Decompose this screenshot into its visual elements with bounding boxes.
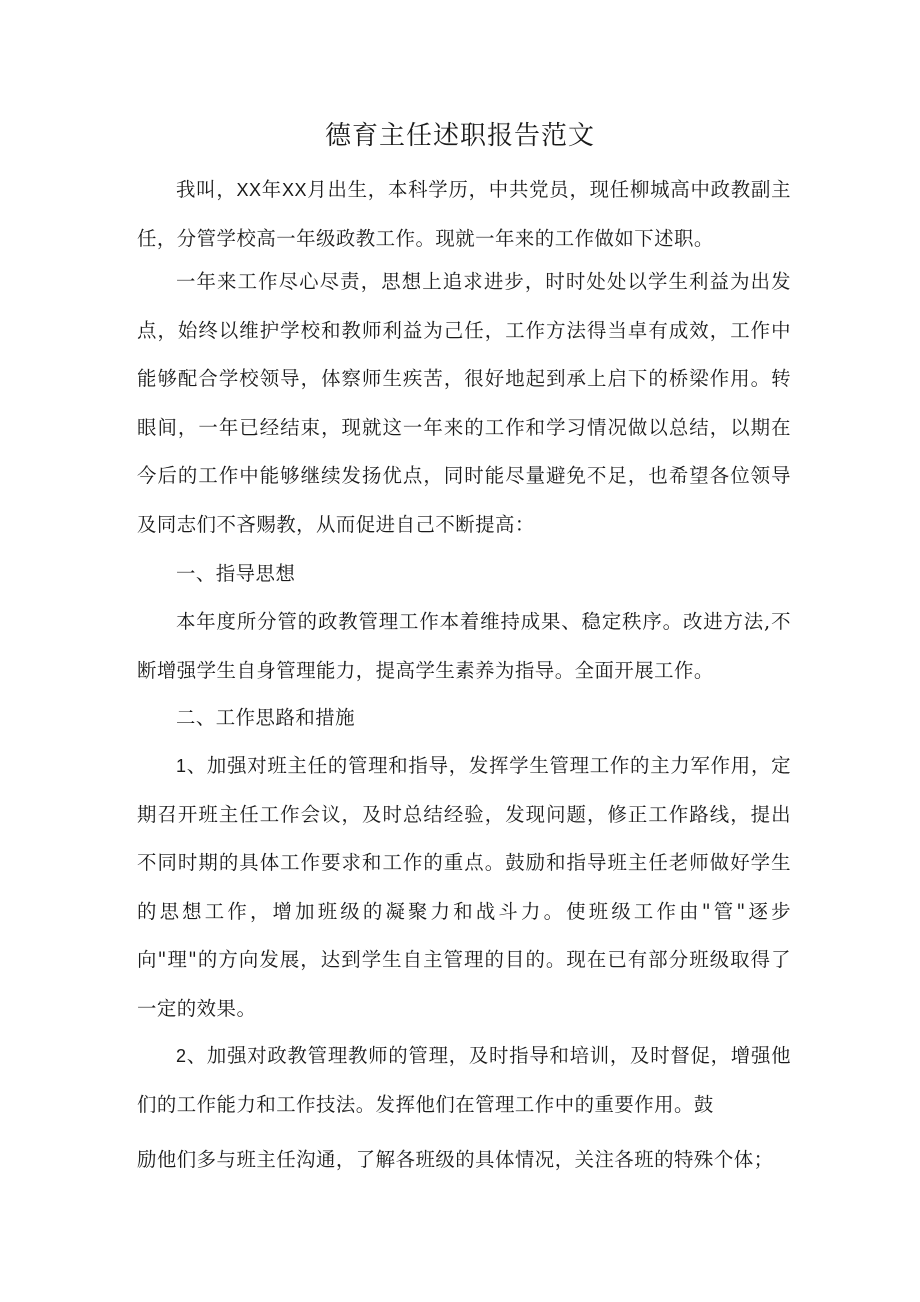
intro-text-a: 我叫，: [176, 178, 237, 201]
paragraph-item-2: [137, 1032, 791, 1129]
paragraph-item-1: [137, 742, 791, 1033]
intro-text-b: 年: [261, 178, 282, 201]
paragraph-item-2-continued: 励他们多与班主任沟通，了解各班级的具体情况，关注各班的特殊个体；: [137, 1148, 774, 1171]
item-1-number: 1: [176, 756, 187, 776]
intro-month: XX: [281, 180, 307, 200]
item-2-number: 2: [176, 1046, 187, 1066]
intro-year: XX: [236, 180, 262, 200]
intro-text-c: 月出生，本科学历，中共党员，现任柳城高中政教副主任，分管学校高一年级政教工作。现就一年来的工作做如下述职。: [137, 178, 792, 250]
document-title: 德育主任述职报告范文: [324, 121, 595, 151]
item-2-text: 、加强对政教管理教师的管理，及时指导和培训，及时督促，增强他们的工作能力和工作技法。发挥他们在管理工作中的重要作用。鼓: [137, 1044, 791, 1116]
section-heading-approach: 二、工作思路和措施: [176, 706, 356, 729]
item-1-text: 、加强对班主任的管理和指导，发挥学生管理工作的主力军作用，定期召开班主任工作会议，及时总结经验，发现问题，修正工作路线，提出不同时期的具体工作要求和工作的重点。鼓励和指导班主任老师做好学生的思想工作，增加班级的凝聚力和战斗力。使班级工作由"管"逐步向"理"的方向发展，达到学生自主管理的目的。现在已有部分班级取得了一定的效果。: [137, 754, 791, 1020]
paragraph-guiding-thought: 本年度所分管的政教管理工作本着维持成果、稳定秩序。改进方法,不断增强学生自身管理能力，提高学生素养为指导。全面开展工作。: [137, 610, 791, 682]
paragraph-intro: [137, 166, 791, 263]
section-heading-guiding-thought: 一、指导思想: [176, 562, 296, 585]
paragraph-summary: 一年来工作尽心尽责，思想上追求进步，时时处处以学生利益为出发点，始终以维护学校和教师利益为己任，工作方法得当卓有成效，工作中能够配合学校领导，体察师生疾苦，很好地起到承上启下的桥梁作用。转眼间，一年已经结束，现就这一年来的工作和学习情况做以总结，以期在今后的工作中能够继续发扬优点，同时能尽量避免不足，也希望各位领导及同志们不吝赐教，从而促进自己不断提高：: [137, 270, 791, 536]
